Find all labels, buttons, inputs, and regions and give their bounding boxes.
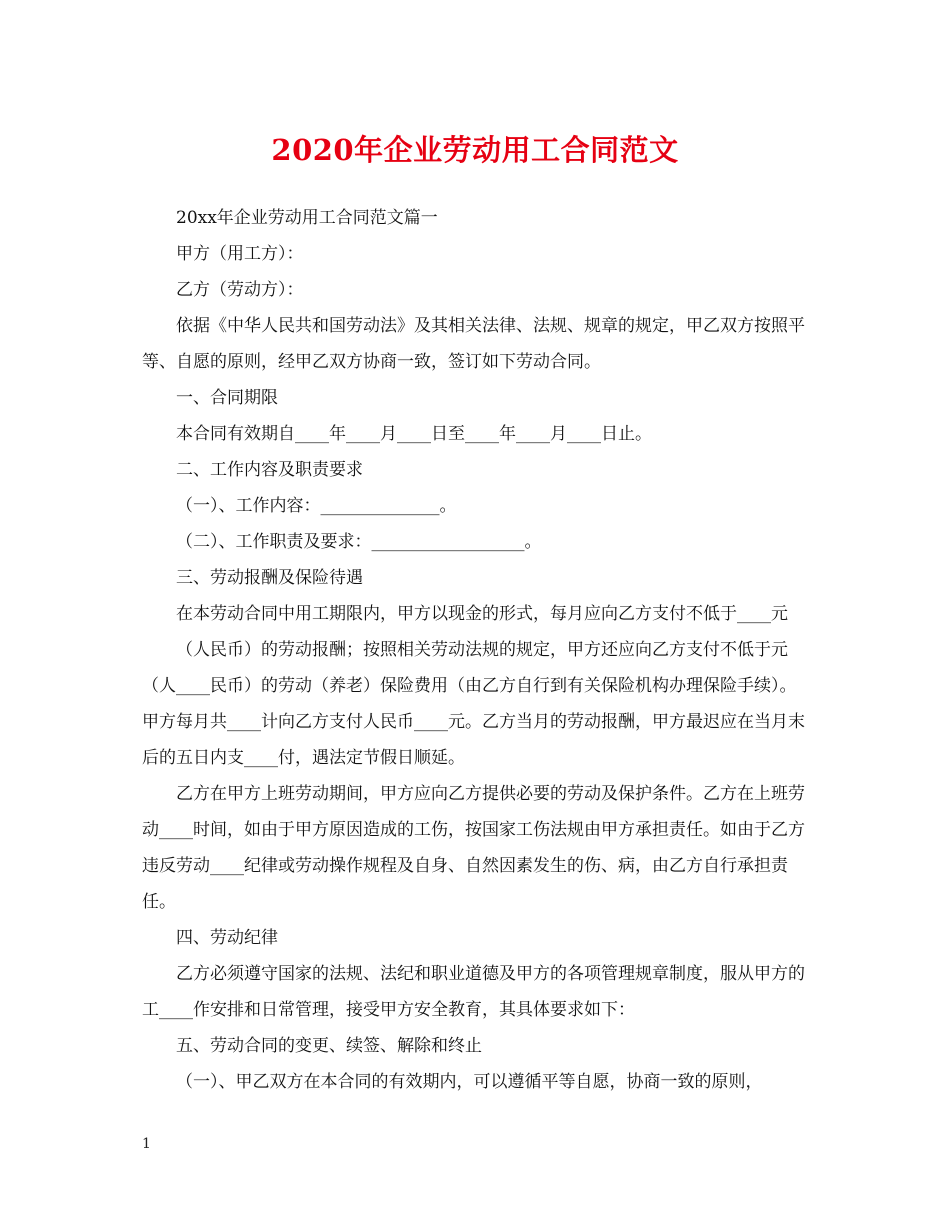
paragraph-party-b: 乙方（劳动方）： <box>176 280 304 300</box>
document-body <box>142 200 812 1100</box>
paragraph-discipline: 乙方必须遵守国家的法规、法纪和职业道德及甲方的各项管理规章制度，服从甲方的工____作安排和日常管理，接受甲方安全教育，其具体要求如下： <box>142 964 805 1020</box>
paragraph-remuneration-1: 在本劳动合同中用工期限内，甲方以现金的形式，每月应向乙方支付不低于____元 <box>176 604 788 624</box>
paragraph-section-heading: 20xx年企业劳动用工合同范文篇一 <box>176 208 438 228</box>
heading-remuneration: 三、劳动报酬及保险待遇 <box>176 568 363 588</box>
paragraph-basis: 依据《中华人民共和国劳动法》及其相关法律、法规、规章的规定，甲乙双方按照平等、自愿的原则，经甲乙双方协商一致，签订如下劳动合同。 <box>142 316 805 372</box>
heading-contract-term: 一、合同期限 <box>176 388 278 408</box>
paragraph-protection: 乙方在甲方上班劳动期间，甲方应向乙方提供必要的劳动及保护条件。乙方在上班劳动____时间，如由于甲方原因造成的工伤，按国家工伤法规由甲方承担责任。如由于乙方违反劳动____纪律或劳动操作规程及自身、自然因素发生的伤、病，由乙方自行承担责任。 <box>142 784 805 912</box>
paragraph-party-a: 甲方（用工方）： <box>176 244 304 264</box>
heading-discipline: 四、劳动纪律 <box>176 928 278 948</box>
document-title: 2020年企业劳动用工合同范文 <box>271 133 679 167</box>
paragraph-work-content: （一）、工作内容：______________。 <box>176 496 457 516</box>
page-number: 1 <box>142 1136 151 1152</box>
paragraph-contract-term: 本合同有效期自____年____月____日至____年____月____日止。 <box>176 424 652 444</box>
heading-contract-change: 五、劳动合同的变更、续签、解除和终止 <box>176 1036 482 1056</box>
paragraph-remuneration-2: （人民币）的劳动报酬；按照相关劳动法规的规定，甲方还应向乙方支付不低于元（人____民币）的劳动（养老）保险费用（由乙方自行到有关保险机构办理保险手续）。甲方每月共____计向乙方支付人民币____元。乙方当月的劳动报酬，甲方最迟应在当月末后的五日内支____付，遇法定节假日顺延。 <box>142 640 805 768</box>
paragraph-work-duties: （二）、工作职责及要求：__________________。 <box>176 532 542 552</box>
paragraph-contract-change: （一）、甲乙双方在本合同的有效期内，可以遵循平等自愿，协商一致的原则， <box>176 1072 763 1092</box>
heading-work-content: 二、工作内容及职责要求 <box>176 460 363 480</box>
